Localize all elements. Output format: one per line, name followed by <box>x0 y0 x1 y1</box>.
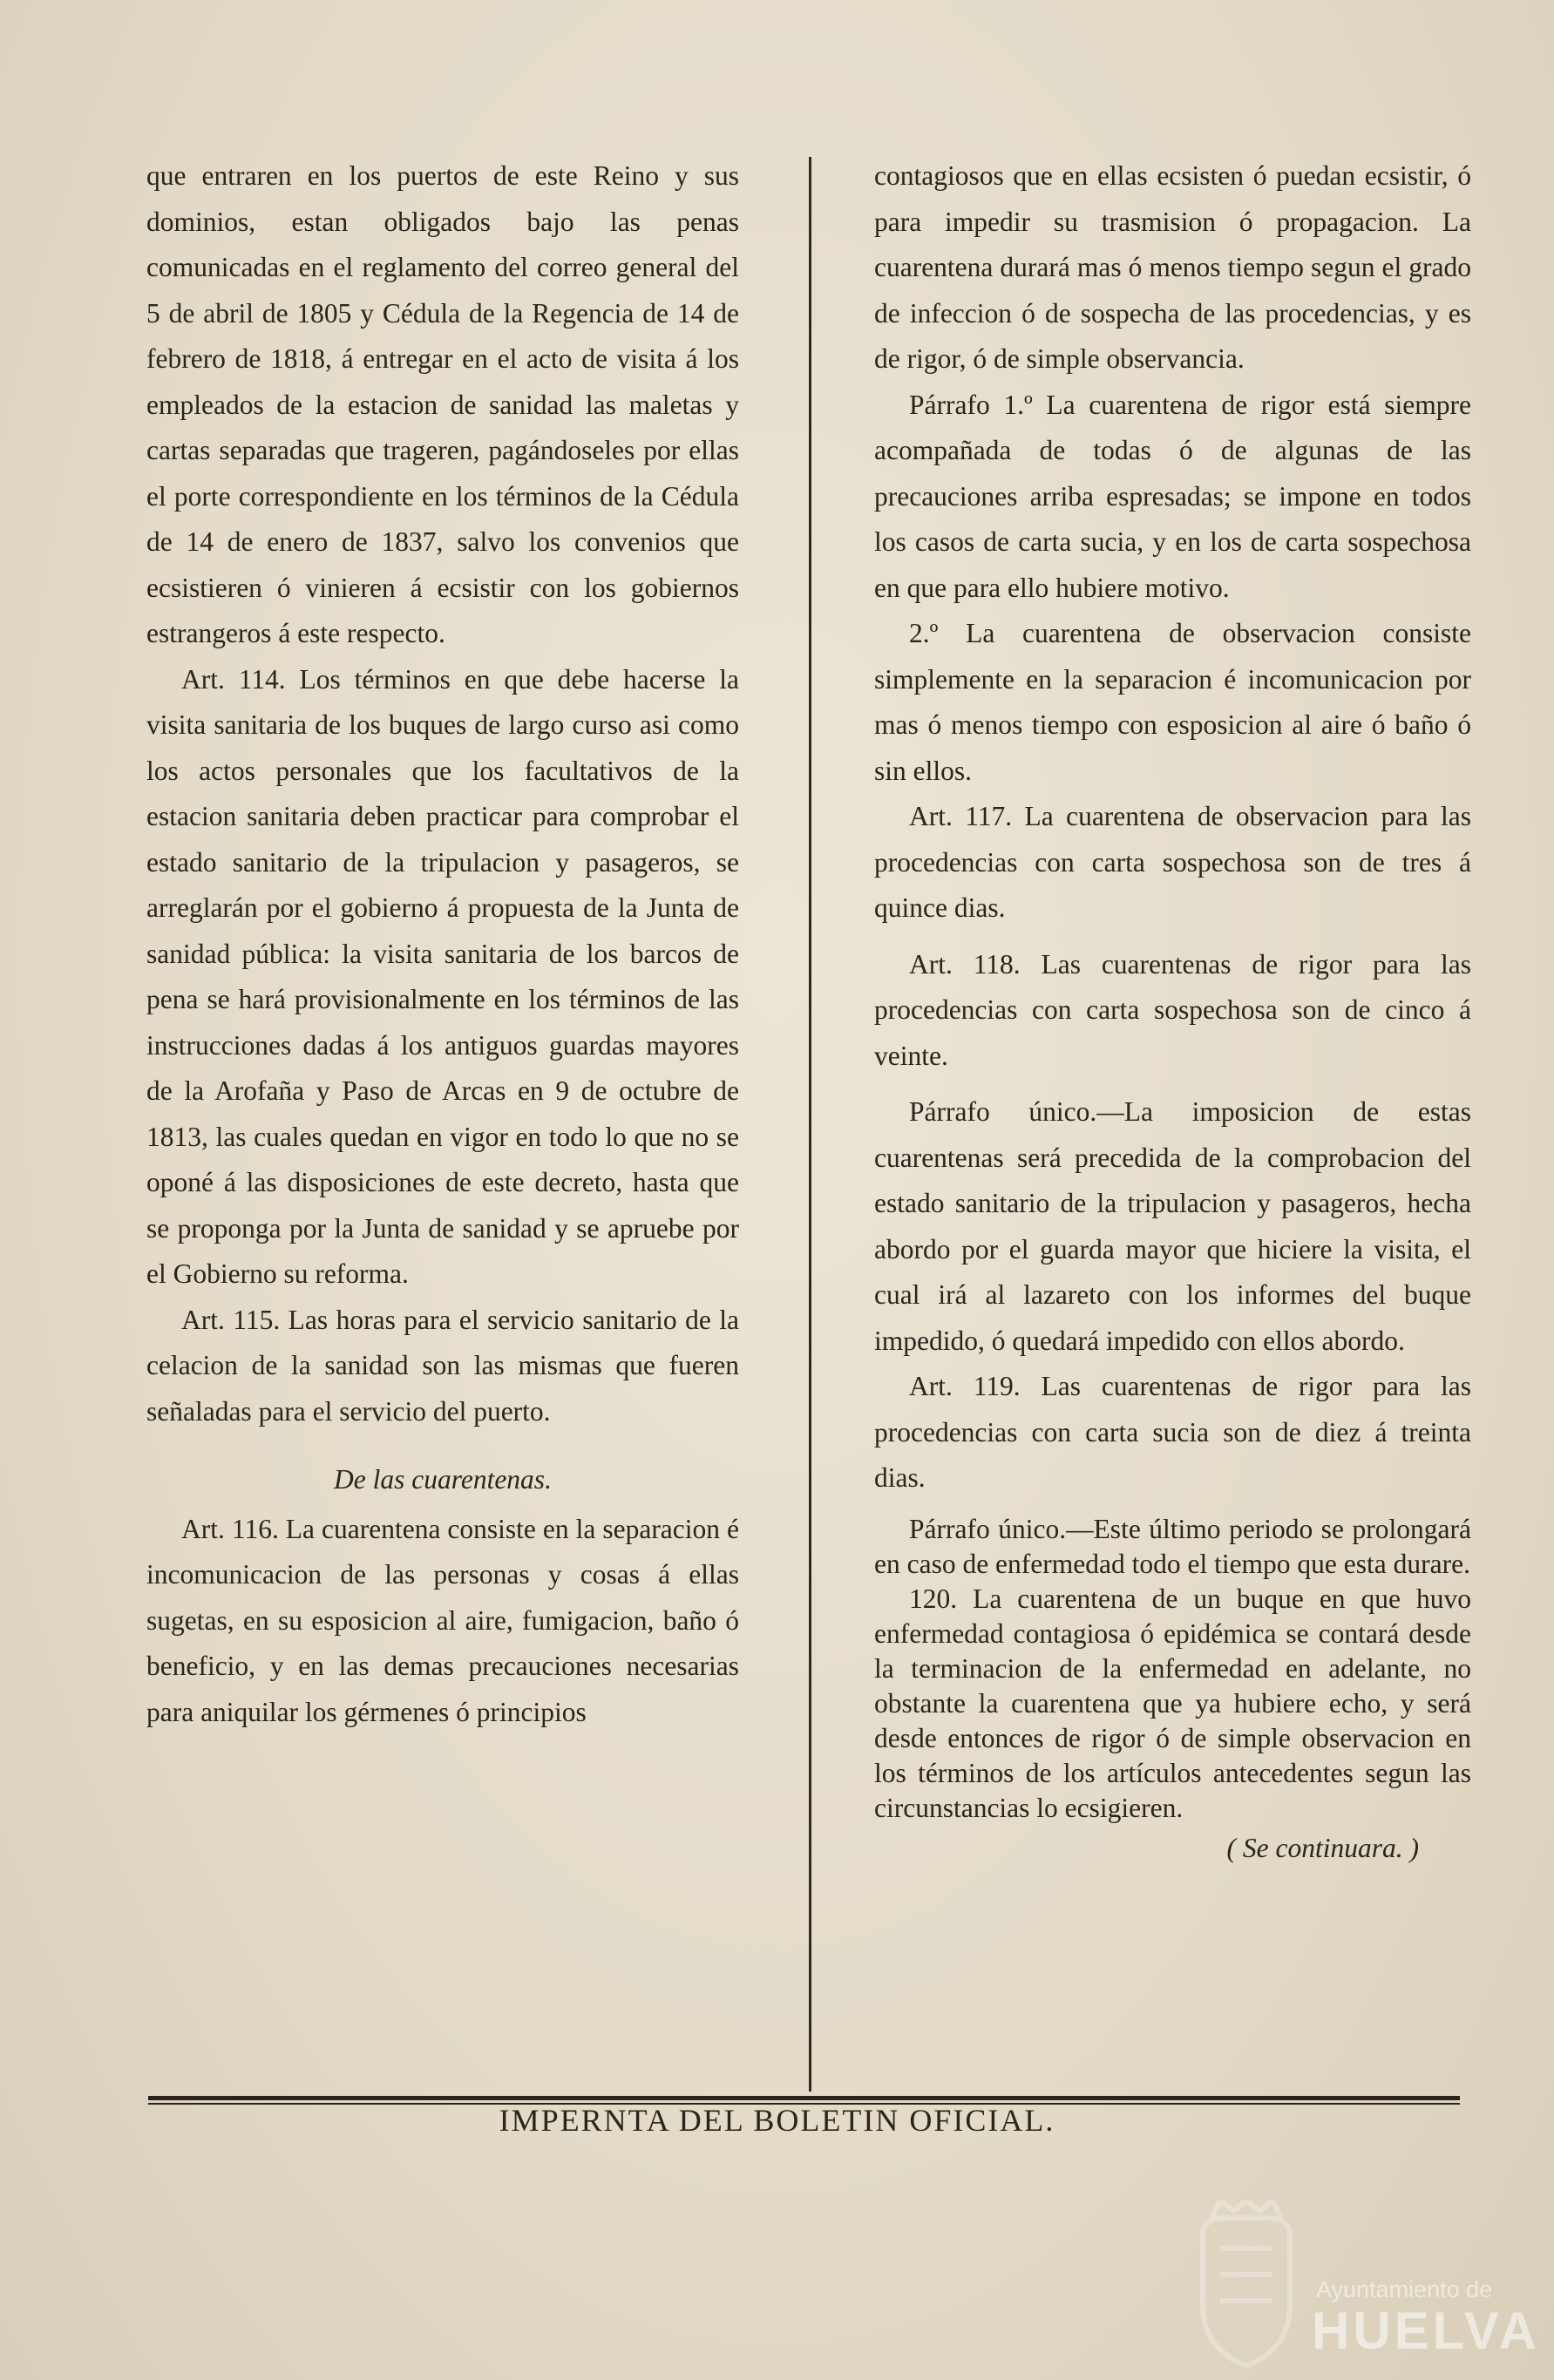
paragraph-1-note: Párrafo 1.º La cuarentena de rigor está siempre acompañada de todas ó de algunas de las precauciones arriba espresadas; se impone en todos los casos de carta sucia, y en los de carta sospechosa en que para ello hubiere motivo. <box>874 389 1471 603</box>
left-column <box>146 153 739 1735</box>
bottom-rule <box>148 2096 1460 2100</box>
article-116: Art. 116. La cuarentena consiste en la separacion é incomunicacion de las personas y cosas á ellas sugetas, en su esposicion al aire, fumigacion, baño ó beneficio, y en las demas precauciones necesarias para aniquilar los gérmenes ó principios <box>146 1513 739 1727</box>
article-118-note: Párrafo único.—La imposicion de estas cuarentenas será precedida de la comprobacion del estado sanitario de la tripulacion y pasageros, hecha abordo por el guarda mayor que hiciere la visita, el cual irá al lazareto con los informes del buque impedido, ó quedará impedido con ellos abordo. <box>874 1096 1471 1356</box>
article-114: Art. 114. Los términos en que debe hacerse la visita sanitaria de los buques de largo curso asi como los actos personales que los facultativos de la estacion sanitaria deben practicar para comprobar el estado sanitario de la tripulacion y pasageros, se arreglarán por el gobierno á propuesta de la Junta de sanidad pública: la visita sanitaria de los barcos de pena se hará provisionalmente en los términos de las instrucciones dadas á los antiguos guardas mayores de la Arofaña y Paso de Arcas en 9 de octubre de 1813, las cuales quedan en vigor en todo lo que no se oponé á las disposiciones de este decreto, hasta que se proponga por la Junta de sanidad y se apruebe por el Gobierno su reforma. <box>146 663 739 1289</box>
column-divider <box>809 157 811 2092</box>
article-119-note: Párrafo único.—Este último periodo se prolongará en caso de enfermedad todo el tiempo que esta durare. <box>874 1513 1471 1579</box>
article-115: Art. 115. Las horas para el servicio sanitario de la celacion de la sanidad son las mismas que fueren señaladas para el servicio del puerto. <box>146 1304 739 1427</box>
right-column <box>874 153 1471 1871</box>
article-118: Art. 118. Las cuarentenas de rigor para las procedencias con carta sospechosa son de cinco á veinte. <box>874 948 1471 1071</box>
section-heading: De las cuarentenas. <box>334 1464 552 1495</box>
watermark-big-text: HUELVA <box>1312 2302 1540 2360</box>
watermark-small-text: Ayuntamiento de <box>1316 2276 1493 2302</box>
right-paragraph-1: contagiosos que en ellas ecsisten ó puedan ecsistir, ó para impedir su trasmision ó propagacion. La cuarentena durará mas ó menos tiempo segun el grado de infeccion ó de sospecha de las procedencias, y es de rigor, ó de simple observancia. <box>874 160 1471 374</box>
article-119: Art. 119. Las cuarentenas de rigor para las procedencias con carta sucia son de diez á treinta dias. <box>874 1371 1471 1493</box>
paragraph-2-note: 2.º La cuarentena de observacion consiste simplemente en la separacion é incomunicacion por mas ó menos tiempo con esposicion al aire ó baño ó sin ellos. <box>874 618 1471 786</box>
article-117: Art. 117. La cuarentena de observacion para las procedencias con carta sospechosa son de tres á quince dias. <box>874 801 1471 923</box>
left-paragraph-1: que entraren en los puertos de este Reino y sus dominios, estan obligados bajo las penas comunicadas en el reglamento del correo general del 5 de abril de 1805 y Cédula de la Regencia de 14 de febrero de 1818, á entregar en el acto de visita á los empleados de la estacion de sanidad las maletas y cartas separadas que trageren, pagándoseles por ellas el porte correspondiente en los términos de la Cédula de 14 de enero de 1837, salvo los convenios que ecsistieren ó vinieren á ecsistir con los gobiernos estrangeros á este respecto. <box>146 160 739 648</box>
continuation-note: ( Se continuara. ) <box>1226 1832 1419 1863</box>
imprint-line: IMPERNTA DEL BOLETIN OFICIAL. <box>499 2103 1055 2138</box>
article-120: 120. La cuarentena de un buque en que huvo enfermedad contagiosa ó epidémica se contará desde la terminacion de la enfermedad en adelante, no obstante la cuarentena que ya hubiere echo, y será desde entonces de rigor ó de simple observacion en los términos de los artículos antecedentes segun las circunstancias lo ecsigieren. <box>874 1583 1471 1823</box>
